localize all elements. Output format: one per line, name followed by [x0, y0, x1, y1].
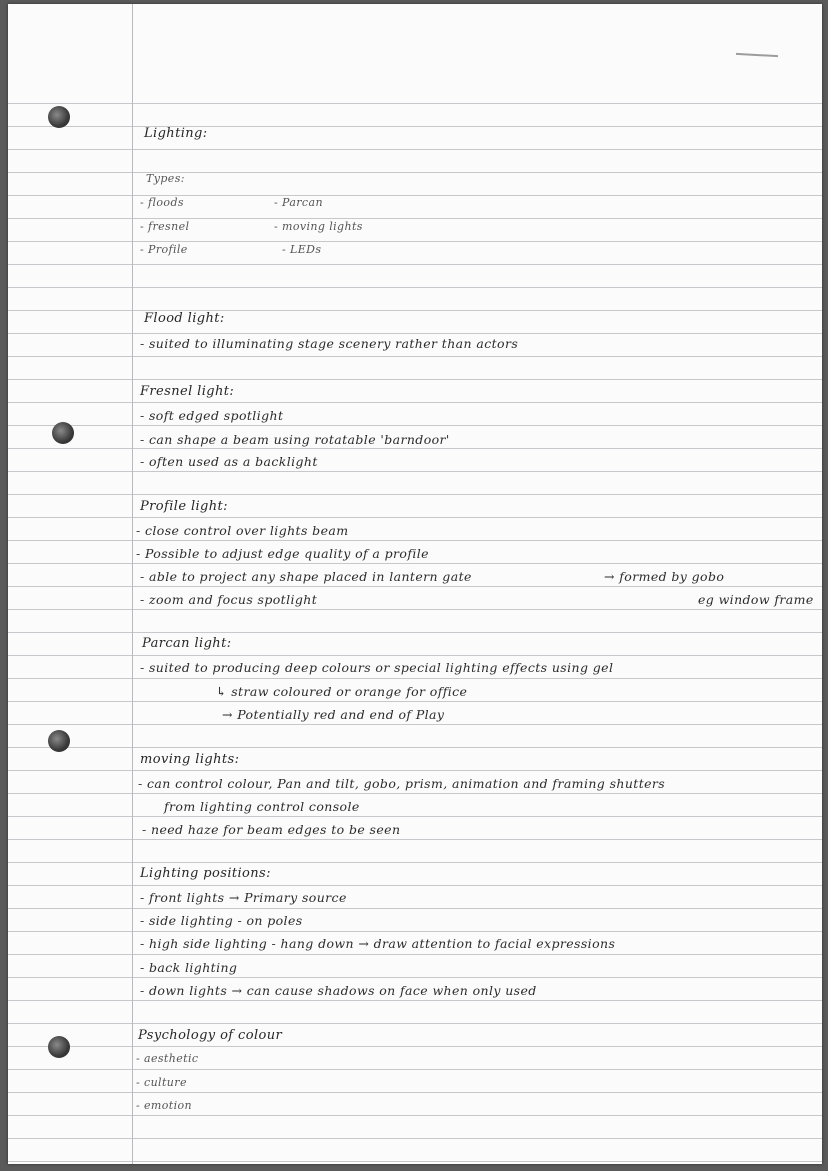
page-title: Lighting:: [144, 126, 208, 141]
positions-line: - high side lighting - hang down → draw attention to facial expressions: [140, 936, 616, 951]
punch-hole: [48, 106, 70, 128]
positions-line: - side lighting - on poles: [140, 913, 303, 928]
types-item: - LEDs: [282, 243, 322, 256]
profile-heading: Profile light:: [140, 499, 228, 514]
fresnel-line: - can shape a beam using rotatable 'barndoor': [140, 432, 450, 447]
positions-heading: Lighting positions:: [140, 866, 271, 881]
psychology-heading: Psychology of colour: [138, 1028, 283, 1043]
parcan-line: → Potentially red and end of Play: [222, 707, 445, 722]
flood-line: - suited to illuminating stage scenery rather than actors: [140, 336, 519, 351]
positions-line: - front lights → Primary source: [140, 890, 347, 905]
profile-line: - close control over lights beam: [136, 523, 349, 538]
flood-heading: Flood light:: [144, 311, 225, 326]
moving-line: - need haze for beam edges to be seen: [142, 822, 401, 837]
profile-line: - able to project any shape placed in lantern gate: [140, 569, 472, 584]
types-item: - Profile: [140, 243, 188, 256]
fresnel-heading: Fresnel light:: [140, 384, 235, 399]
types-item: - moving lights: [274, 220, 363, 233]
types-heading: Types:: [146, 172, 185, 185]
fresnel-line: - often used as a backlight: [140, 454, 318, 469]
types-item: - Parcan: [274, 196, 323, 209]
parcan-line: ↳ straw coloured or orange for office: [216, 684, 468, 699]
psychology-line: - emotion: [136, 1099, 193, 1112]
punch-hole: [48, 1036, 70, 1058]
psychology-line: - culture: [136, 1076, 187, 1089]
fresnel-line: - soft edged spotlight: [140, 408, 284, 423]
parcan-heading: Parcan light:: [142, 636, 232, 651]
punch-hole: [48, 730, 70, 752]
page-header-band: [8, 4, 822, 94]
profile-note: eg window frame: [698, 592, 814, 607]
punch-hole: [52, 422, 74, 444]
psychology-line: - aesthetic: [136, 1052, 199, 1065]
positions-line: - down lights → can cause shadows on face when only used: [140, 983, 537, 998]
moving-line: - can control colour, Pan and tilt, gobo, prism, animation and framing shutters: [138, 776, 666, 791]
margin-line: [132, 4, 133, 1164]
notebook-page: [8, 4, 822, 1164]
types-item: - fresnel: [140, 220, 190, 233]
types-item: - floods: [140, 196, 184, 209]
parcan-line: - suited to producing deep colours or special lighting effects using gel: [140, 660, 614, 675]
positions-line: - back lighting: [140, 960, 238, 975]
profile-line: - zoom and focus spotlight: [140, 592, 318, 607]
moving-heading: moving lights:: [140, 752, 240, 767]
profile-line: - Possible to adjust edge quality of a profile: [136, 546, 429, 561]
profile-note: → formed by gobo: [604, 569, 725, 584]
moving-line: from lighting control console: [164, 799, 360, 814]
